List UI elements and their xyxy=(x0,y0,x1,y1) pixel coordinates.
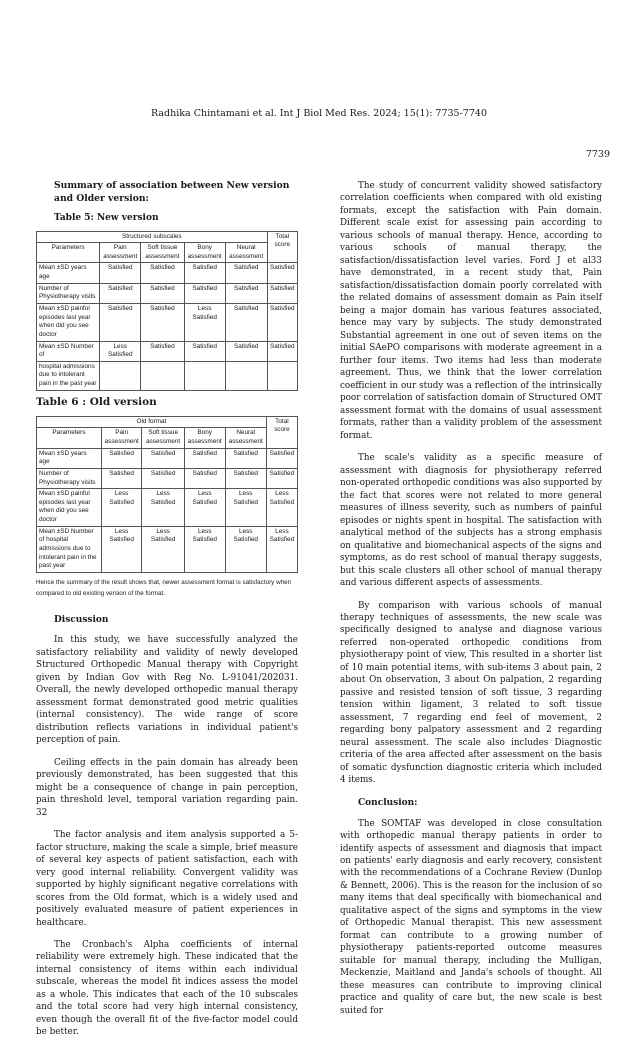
table-cell: Satisfied xyxy=(141,341,184,361)
table-row xyxy=(37,304,298,342)
table-cell xyxy=(100,361,141,390)
table-cell: Satisfied xyxy=(101,468,142,488)
row-parameter: Mean ±SD years age xyxy=(37,263,100,283)
table-cell: Satisfied xyxy=(101,448,142,468)
table-cell: Less Satisfied xyxy=(101,526,142,572)
row-parameter: hospital admissions due to intolerant pain in the past year xyxy=(37,361,100,390)
table-cell: Less Satisfied xyxy=(184,526,225,572)
table-cell: Less Satisfied xyxy=(225,489,266,527)
table6-body xyxy=(37,448,298,572)
table6-col-header: Soft tissue assessment xyxy=(142,428,184,448)
table5-body xyxy=(37,263,298,390)
table-cell: Satisfied xyxy=(141,263,184,283)
table-cell: Satisfied xyxy=(267,341,297,361)
table-cell: Less Satisfied xyxy=(100,341,141,361)
table-cell xyxy=(267,361,297,390)
conclusion-heading: Conclusion: xyxy=(358,797,418,808)
table5-group-header: Structured subscales xyxy=(37,231,268,243)
row-parameter: Mean ±SD Number of xyxy=(37,341,100,361)
table-cell: Satisfied xyxy=(225,304,267,342)
paragraph: The scale's validity as a specific measure of assessment with diagnosis for physiotherapy referred non-operated orthopedic conditions was also supported by the fact that scores were not related to more general measures of illness severity, such as numbers of painful episodes or nights spent in hospital. The satisfaction with analytical method of the subjects has a strong emphasis on qualitative and biomechanical aspects of the signs and symptoms, as do rest school of manual therapy suggests, but this scale clusters all other school of manual therapy and various different aspects of assessments. xyxy=(340,453,602,589)
table6-group-header: Old format xyxy=(37,416,267,428)
summary-heading: Summary of association between New version and Older version: xyxy=(54,180,290,204)
table-row xyxy=(37,489,298,527)
table5 xyxy=(36,231,298,391)
table5-label: Table 5: New version xyxy=(54,212,159,223)
table6-col-header: Bony assessment xyxy=(184,428,225,448)
table-cell: Satisfied xyxy=(184,283,225,303)
table-cell xyxy=(225,361,267,390)
table-cell: Satisfied xyxy=(225,263,267,283)
conclusion-paragraph: The SOMTAF was developed in close consultation with orthopedic manual therapy patients in order to identify aspects of assessment and diagnosis that impact on patients' early diagnosis and early recovery, consistent with the recommendations of a Cochrane Review (Dunlop & Bennett, 2006). This is the reason for the inclusion of so many items that deal specifically with biomechanical and qualitative aspect of the signs and symptoms in the view of Orthopedic Manual therapist. This new assessment format can contribute to a growing number of physiotherapy patients-reported outcome measures suitable for manual therapy, including the Mulligan, Meckenzie, Maitland and Janda's schools of thought. All these measures can contribute to improving clinical practice and quality of care but, the new scale is best suited for xyxy=(340,818,602,1016)
table-row xyxy=(37,263,298,283)
discussion-heading: Discussion xyxy=(54,614,109,625)
paragraph: By comparison with various schools of manual therapy techniques of assessments, the new scale was specifically designed to analyse and diagnose various referred non-operated orthopedic conditions from physiotherapy point of view, This resulted in a shorter list of 10 main potential items, with sub-items 3 about pain, 2 about On observation, 3 about On palpation, 2 regarding passive and resisted tension of soft tissue, 3 regarding tension within ligament, 3 related to soft tissue assessment, 7 regarding end feel of movement, 2 regarding bony palpatory assessment and 2 regarding neural assessment. The scale also includes Diagnostic criteria of the area affected after assessment on the basis of somatic dysfunction diagnostic criteria which included 4 items. xyxy=(340,600,602,786)
table-cell: Satisfied xyxy=(267,263,297,283)
table-cell: Satisfied xyxy=(266,468,297,488)
table-row xyxy=(37,468,298,488)
row-parameter: Mean ±SD Number of hospital admissions due to intolerant pain in the past year xyxy=(37,526,102,572)
table-cell: Less Satisfied xyxy=(225,526,266,572)
table-cell: Satisfied xyxy=(141,304,184,342)
right-column xyxy=(340,180,602,1027)
table-cell: Less Satisfied xyxy=(184,489,225,527)
table-row xyxy=(37,526,298,572)
row-parameter: Mean ±SD painful episodes last year when did you see doctor xyxy=(37,304,100,342)
table-cell: Satisfied xyxy=(100,263,141,283)
table-cell: Less Satisfied xyxy=(266,526,297,572)
table-cell: Satisfied xyxy=(184,341,225,361)
paragraph: The factor analysis and item analysis supported a 5-factor structure, making the scale a simple, brief measure of several key aspects of patient satisfaction, each with very good internal reliability. Convergent validity was supported by highly significant negative correlations with scores from the Old format, which is a widely used and positively evaluated measure of patient experiences in healthcare. xyxy=(36,830,298,928)
table5-col-header: Neural assessment xyxy=(225,243,267,263)
table6-col-header: Parameters xyxy=(37,428,102,448)
table5-col-header: Parameters xyxy=(37,243,100,263)
table-cell: Satisfied xyxy=(225,341,267,361)
table-cell: Less Satisfied xyxy=(184,304,225,342)
table-cell: Less Satisfied xyxy=(142,526,184,572)
running-header: Radhika Chintamani et al. Int J Biol Med Res. 2024; 15(1): 7735-7740 xyxy=(151,108,487,119)
table-row xyxy=(37,361,298,390)
row-parameter: Mean ±SD painful episodes last year when did you see doctor xyxy=(37,489,102,527)
table5-col-header: Soft tissue assessment xyxy=(141,243,184,263)
table-cell: Satisfied xyxy=(142,468,184,488)
table-cell: Satisfied xyxy=(267,283,297,303)
paragraph: Ceiling effects in the pain domain has already been previously demonstrated, has been suggested that this might be a consequence of change in pain perception, pain threshold level, temporal variation regarding pain. 32 xyxy=(36,757,298,818)
table6-label: Table 6 : Old version xyxy=(36,395,157,408)
table-cell: Less Satisfied xyxy=(142,489,184,527)
table-cell: Satisfied xyxy=(267,304,297,342)
table5-col-header: Pain assessment xyxy=(100,243,141,263)
table5-col-header: Bony assessment xyxy=(184,243,225,263)
table6-col-header: Neural assessment xyxy=(225,428,266,448)
table6 xyxy=(36,416,298,573)
table-cell: Satisfied xyxy=(142,448,184,468)
row-parameter: Mean ±SD years age xyxy=(37,448,102,468)
table5-total-header: Total score xyxy=(267,231,297,263)
table-row xyxy=(37,448,298,468)
row-parameter: Number of Physiotherapy visits xyxy=(37,283,100,303)
left-column xyxy=(36,180,298,1049)
table6-note: Hence the summary of the result shows that, newer assessment format is satisfactory when compared to old existing version of the format. xyxy=(36,578,292,598)
paragraph: The Cronbach's Alpha coefficients of internal reliability were extremely high. These indicated that the internal consistency of items within each individual subscale, whereas the model fit indices assess the model as a whole. This indicates that each of the 10 subscales and the total score had very high internal consistency, even though the overall fit of the five-factor model could be better. xyxy=(36,940,298,1038)
paragraph: The study of concurrent validity showed satisfactory correlation coefficients when compared with old existing formats, except the satisfaction with Pain domain. Different scale exist for assessing pain according to various schools of manual therapy. Hence, according to various schools of manual therapy, the satisfaction/dissatisfaction level varies. Ford J et al33 have demonstrated, in a recent study that, Pain satisfaction/dissatisfaction domain poorly correlated with the related domains of assessment domain as Pain itself being a major domain has various features associated, hence may vary by subjects. The study demonstrated Substantial agreement in one out of seven items on the initial SAePO comparisons with moderate agreement in a further four items. Two items had less than moderate agreement. Thus, we think that the lower correlation coefficient in our study was a reflection of the intrinsically poor correlation of satisfaction domain of Structured OMT assessment format with the domains of usual assessment formats, rather than a validity problem of the assessment format. xyxy=(340,181,602,441)
table-cell: Satisfied xyxy=(266,448,297,468)
table-cell: Satisfied xyxy=(184,468,225,488)
table6-col-header: Pain assessment xyxy=(101,428,142,448)
table-cell: Satisfied xyxy=(141,283,184,303)
table-cell xyxy=(141,361,184,390)
table-cell: Satisfied xyxy=(184,263,225,283)
table-cell: Satisfied xyxy=(225,468,266,488)
table-cell: Satisfied xyxy=(225,448,266,468)
row-parameter: Number of Physiotherapy visits xyxy=(37,468,102,488)
table-cell: Satisfied xyxy=(100,304,141,342)
page-number: 7739 xyxy=(585,149,610,160)
table-cell: Satisfied xyxy=(100,283,141,303)
table-cell: Satisfied xyxy=(184,448,225,468)
table-cell: Less Satisfied xyxy=(266,489,297,527)
table-cell: Less Satisfied xyxy=(101,489,142,527)
table6-total-header: Total score xyxy=(266,416,297,448)
table-row xyxy=(37,283,298,303)
table-row xyxy=(37,341,298,361)
table-cell: Satisfied xyxy=(225,283,267,303)
table-cell xyxy=(184,361,225,390)
paragraph: In this study, we have successfully analyzed the satisfactory reliability and validity of newly developed Structured Orthopedic Manual therapy with Copyright given by Indian Gov with Reg No. L-91041/202031. Overall, the newly developed orthopedic manual therapy assessment format demonstrated good metric qualities (internal consistency). The wide range of score distribution reflects variations in individual patient's perception of pain. xyxy=(36,635,298,746)
